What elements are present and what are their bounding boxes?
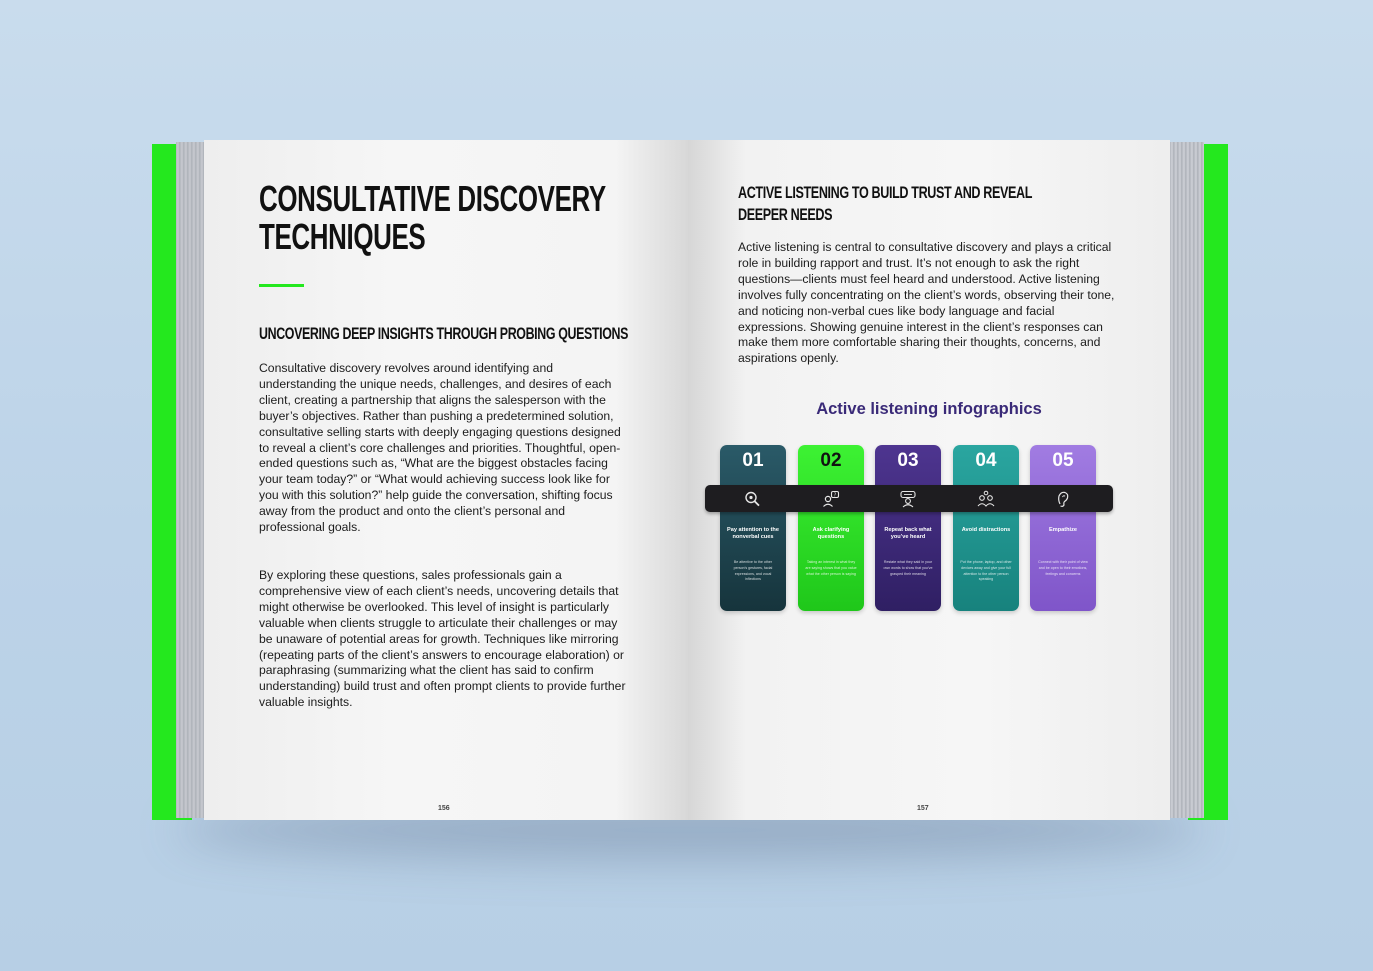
step-title: Ask clarifying questions	[812, 527, 850, 540]
step-title: Avoid distractions	[961, 527, 1011, 533]
step-description: Be attentive to the other person’s gestures, facial expressions, and vocal inflections	[733, 560, 773, 582]
infographic-step-1	[720, 445, 786, 611]
section-subheading	[738, 182, 1032, 226]
open-book	[152, 140, 1228, 820]
ear-icon	[1053, 490, 1073, 508]
step-description: Put the phone, laptop, and other devices away and give your full attention to the other person speaking	[960, 560, 1012, 582]
group-icon	[976, 490, 996, 508]
body-paragraph: Active listening is central to consultative discovery and plays a critical role in building rapport and trust. It’s not enough to ask the right questions—clients must feel heard and understood. Active listening involves fully concentrating on the client’s words, observing their tone, and noticing non-verbal cues like body language and facial expressions. Showing genuine interest in the client’s responses can make them more comfortable sharing their thoughts, concerns, and aspirations openly.	[738, 240, 1115, 366]
svg-text:?: ?	[833, 492, 837, 499]
section-subheading-line: ACTIVE LISTENING TO BUILD TRUST AND REVEAL	[738, 183, 1033, 202]
step-number: 03	[897, 450, 919, 471]
infographic-step-2	[798, 445, 864, 611]
speech-bubbles-icon	[898, 490, 918, 508]
right-page	[688, 140, 1170, 820]
infographic-step-4	[953, 445, 1019, 611]
step-title: Pay attention to the nonverbal cues	[727, 527, 779, 540]
page-title	[259, 180, 606, 256]
step-number: 02	[820, 450, 842, 471]
step-number: 04	[975, 450, 997, 471]
step-title: Empathize	[1049, 527, 1077, 533]
section-subheading: UNCOVERING DEEP INSIGHTS THROUGH PROBING QUESTIONS	[259, 324, 629, 343]
infographic	[720, 445, 1132, 615]
step-description: Connect with their point of view and be open to their emotions, feelings and concerns	[1038, 560, 1088, 576]
step-number: 05	[1052, 450, 1074, 471]
body-paragraph: By exploring these questions, sales professionals gain a comprehensive view of each client’s needs, uncovering details that might otherwise be overlooked. This level of insight is particularly valuable when clients struggle to articulate their challenges or may be unaware of potential areas for growth. Techniques like mirroring (repeating parts of the client’s answers to encourage elaboration) or paraphrasing (summarizing what the client has said to confirm understanding) build trust and often prompt clients to provide further valuable insights.	[259, 568, 626, 710]
page-stack-right	[1170, 142, 1204, 818]
page-title-line: CONSULTATIVE DISCOVERY	[259, 178, 606, 219]
section-subheading-line: DEEPER NEEDS	[738, 205, 833, 224]
green-divider	[259, 284, 304, 287]
page-number: 156	[438, 805, 450, 812]
infographic-step-5	[1030, 445, 1096, 611]
infographic-step-3	[875, 445, 941, 611]
question-person-icon	[821, 490, 841, 508]
page-number: 157	[917, 805, 929, 812]
infographic-title: Active listening infographics	[816, 400, 1042, 418]
step-number: 01	[742, 450, 764, 471]
step-title: Repeat back what you’ve heard	[884, 527, 932, 540]
step-description: Restate what they said in your own words to show that you’ve grasped their meaning	[883, 560, 933, 576]
step-description: Taking an interest in what they are saying shows that you value what the other person is saying	[805, 560, 857, 576]
left-page	[204, 140, 688, 820]
page-title-line: TECHNIQUES	[259, 216, 426, 257]
body-paragraph: Consultative discovery revolves around identifying and understanding the unique needs, challenges, and desires of each client, creating a partnership that aligns the salesperson with the buyer’s objectives. Rather than pushing a predetermined solution, consultative selling starts with deeply engaging questions designed to reveal a client’s core challenges and priorities. Thoughtful, open-ended questions such as, “What are the biggest obstacles facing your team today?” or “What would achieving success look like for you with this solution?” help guide the conversation, shifting focus away from the product and onto the client’s personal and professional goals.	[259, 361, 621, 535]
magnifier-icon	[743, 490, 763, 508]
